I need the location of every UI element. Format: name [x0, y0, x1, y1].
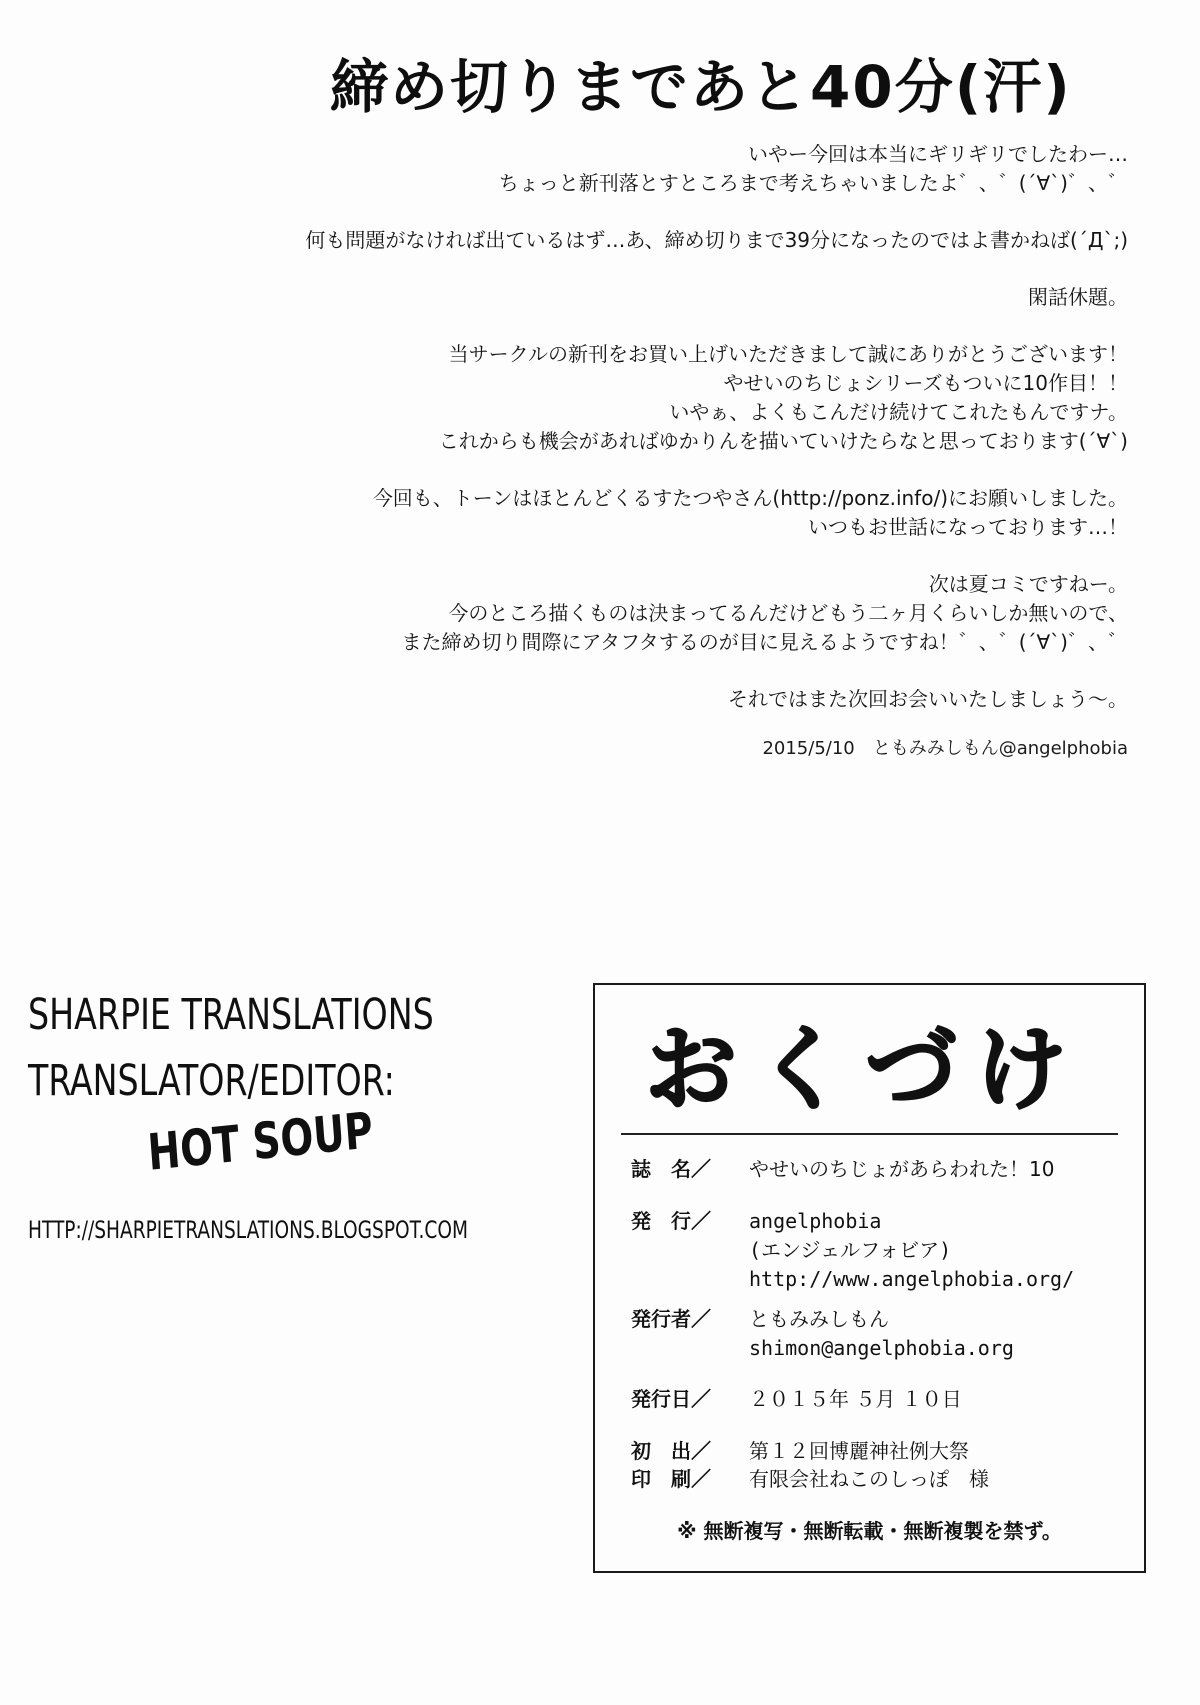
afterword-line: 閑話休題。 [1028, 285, 1128, 309]
afterword-line: 何も問題がなければ出ているはず…あ、締め切りまで39分になったのではよ書かねば(´Д`;) [305, 228, 1128, 252]
afterword-line: 今回も、トーンはほとんどくるすたつやさん(http://ponz.info/)にお願いしました。 [372, 486, 1128, 510]
credits-role: TRANSLATOR/EDITOR: [28, 1056, 395, 1106]
colophon-label: 発行日／ [631, 1387, 711, 1411]
afterword-signature: 2015/5/10 ともみみしもん@angelphobia [762, 738, 1128, 759]
afterword-line: 次は夏コミですねー。 [928, 572, 1128, 596]
colophon-box [593, 983, 1146, 1573]
afterword-line: いつもお世話になっております…！ [808, 515, 1128, 539]
afterword-paragraph [128, 484, 1128, 542]
afterword-line: ちょっと新刊落とすところまで考えちゃいましたよ゛、゛(´∀`)゛、゛ [498, 171, 1128, 195]
afterword-paragraph [128, 685, 1128, 714]
afterword-paragraph [128, 283, 1128, 312]
publisher-line: http://www.angelphobia.org/ [749, 1267, 1075, 1291]
afterword-paragraph [128, 570, 1128, 657]
afterword-line: 当サークルの新刊をお買い上げいただきまして誠にありがとうございます！ [448, 342, 1128, 366]
afterword-paragraph [128, 226, 1128, 255]
afterword-line: いやー今回は本当にギリギリでしたわー… [748, 142, 1128, 166]
colophon-label: 発 行／ [631, 1209, 711, 1233]
publisher-line: (エンジェルフォビア) [749, 1238, 952, 1262]
issuer-line: ともみみしもん [749, 1307, 889, 1331]
afterword-line: 今のところ描くものは決まってるんだけどもう二ヶ月くらいしか無いので、 [448, 601, 1128, 625]
afterword-line: また締め切り間際にアタフタするのが目に見えるようですね！゛、゛(´∀`)゛、゛ [401, 630, 1128, 654]
colophon-value: ２０１５年 ５月 １０日 [749, 1387, 962, 1411]
credits-group-name: SHARPIE TRANSLATIONS [28, 990, 434, 1040]
colophon-label: 誌 名／ [631, 1157, 711, 1181]
afterword-paragraph [128, 140, 1128, 198]
colophon-divider [621, 1133, 1118, 1135]
headline: 締め切りまであと40分(汗) [330, 53, 1072, 121]
publisher-line: angelphobia [749, 1209, 882, 1233]
afterword-line: これからも機会があればゆかりんを描いていけたらなと思っております(´∀`) [438, 429, 1128, 453]
afterword-line: いやぁ、よくもこんだけ続けてこれたもんですナ。 [669, 400, 1128, 424]
afterword-line: やせいのちじょシリーズもついに10作目！！ [723, 371, 1128, 395]
issuer-line: shimon@angelphobia.org [749, 1336, 1014, 1360]
colophon-value [749, 1305, 1014, 1363]
colophon-value: 第１２回博麗神社例大祭 [749, 1439, 969, 1463]
colophon-value [749, 1207, 1074, 1294]
credits-url: HTTP://SHARPIETRANSLATIONS.BLOGSPOT.COM [28, 1216, 469, 1244]
colophon-title: おくづけ [644, 1016, 1085, 1123]
colophon-value: 有限会社ねこのしっぽ 様 [749, 1467, 989, 1491]
colophon-label: 印 刷／ [631, 1467, 711, 1491]
copyright-notice: ※ 無断複写・無断転載・無断複製を禁ず。 [677, 1519, 1062, 1543]
afterword-paragraph [128, 340, 1128, 456]
colophon-label: 初 出／ [631, 1439, 711, 1463]
colophon-value: やせいのちじょがあらわれた！10 [749, 1157, 1055, 1181]
colophon-label: 発行者／ [631, 1307, 711, 1331]
credits-translator-name: HOT SOUP [145, 1101, 375, 1182]
afterword-line: それではまた次回お会いいたしましょう～。 [728, 687, 1128, 711]
afterword [128, 140, 1128, 742]
translation-credits [28, 990, 588, 1244]
